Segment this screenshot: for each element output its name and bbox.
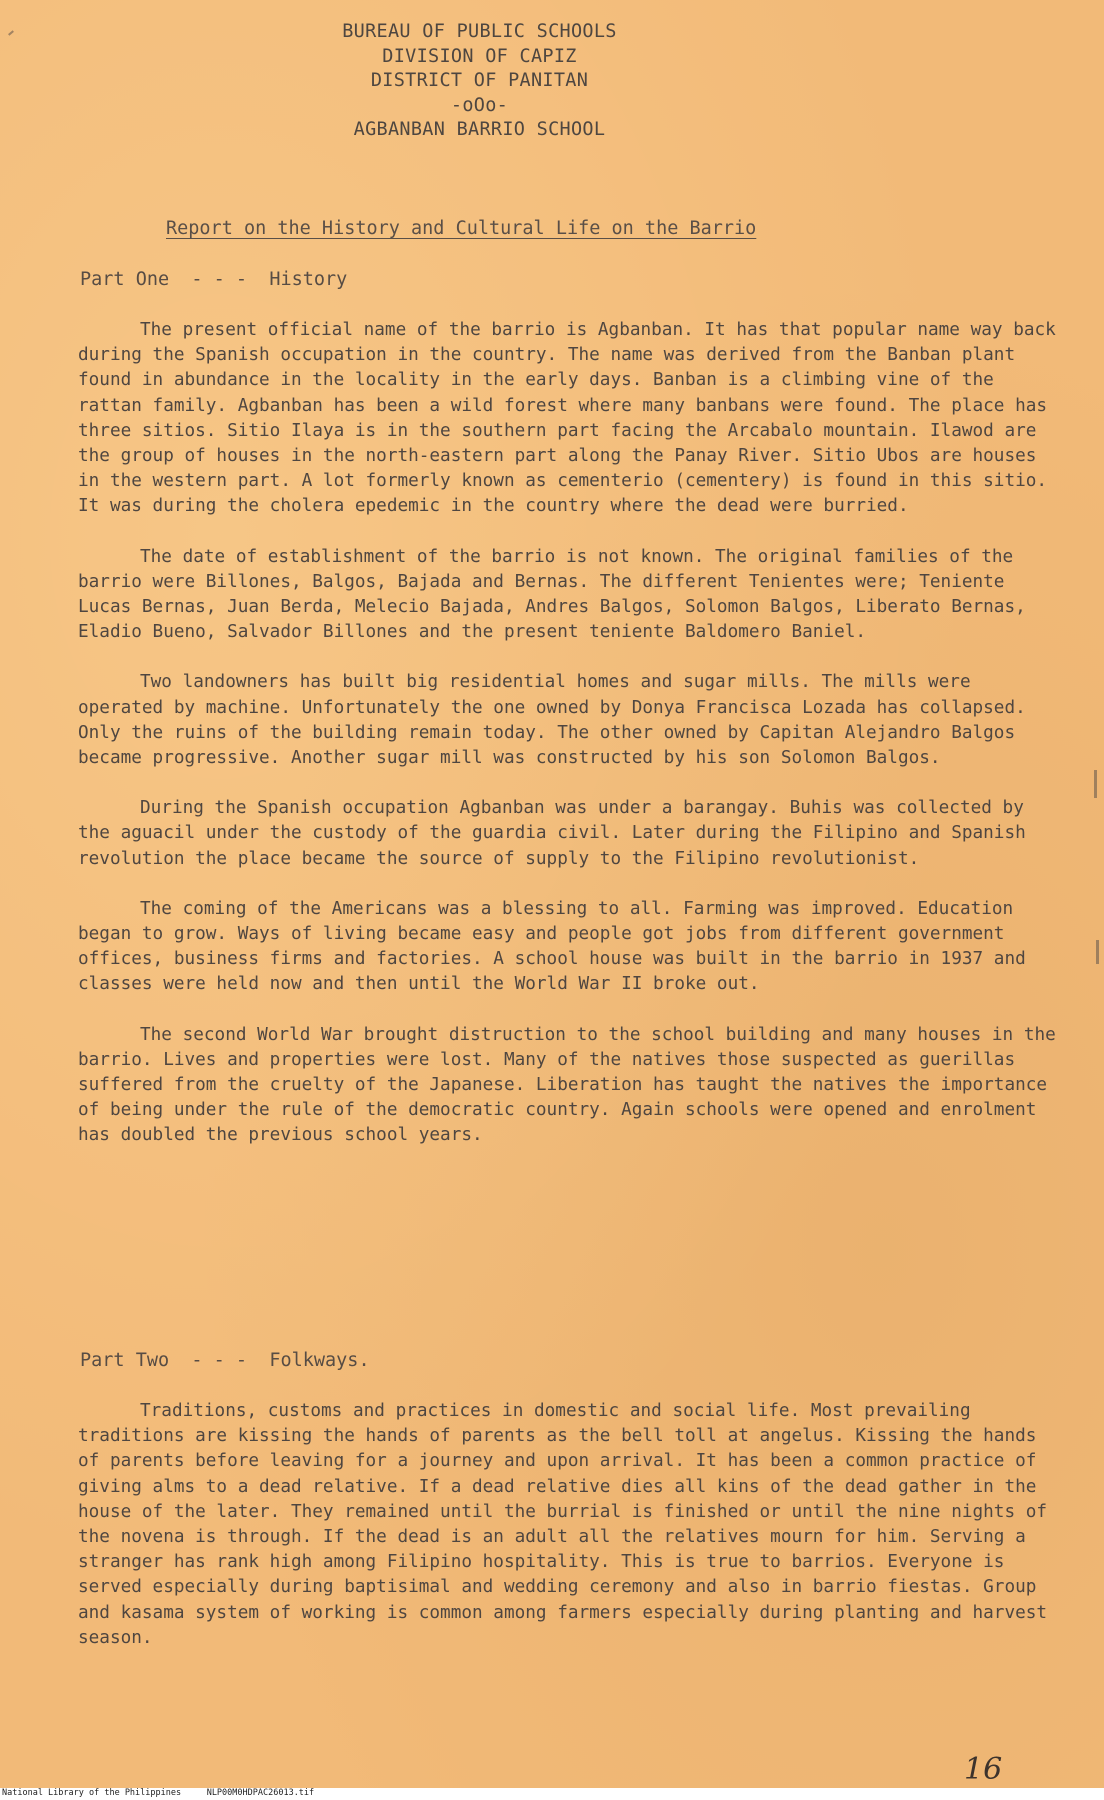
district-line: DISTRICT OF PANITAN	[370, 70, 589, 91]
history-paragraph-4: During the Spanish occupation Agbanban was under a barangay. Buhis was collected by the aguacil under the custody of the guardia civil. Later during the Filipino and Spanish revolution the place became the source of supply to the Filipino revolutionist.	[78, 798, 1026, 869]
part-two-heading: Part Two - - - Folkways.	[80, 1350, 370, 1371]
ornament-line: -oOo-	[450, 94, 509, 116]
history-paragraph-2: The date of establishment of the barrio is not known. The original families of the barrio were Billones, Balgos, Bajada and Bernas. The different Tenientes were; Teniente Lucas Bernas, Juan Berda, Melecio Bajada, Andres Balgos, Solomon Balgos, Liberato Bernas, Eladio Bueno, Salvador Billones and the present teniente Baldomero Baniel.	[78, 546, 1026, 643]
part-two-body	[78, 1399, 1058, 1651]
history-paragraph-3: Two landowners has built big residential homes and sugar mills. The mills were operated by machine. Unfortunately the one owned by Donya Francisca Lozada has collapsed. Only the ruins of the building remain today. The other owned by Capitan Alejandro Balgos became progressive. Another sugar mill was constructed by his son Solomon Balgos.	[78, 672, 1026, 769]
folkways-paragraph-1: Traditions, customs and practices in domestic and social life. Most prevailing traditions are kissing the hands of parents as the bell toll at angelus. Kissing the hands of parents before leaving for a journey and upon arrival. It has been a common practice of giving alms to a dead relative. If a dead relative dies all kins of the dead gather in the house of the later. They remained until the burrial is finished or until the nine nights of the novena is through. If the dead is an adult all the relatives mourn for him. Serving a stranger has rank high among Filipino hospitality. This is true to barrios. Everyone is served especially during baptisimal and wedding ceremony and also in barrio fiestas. Group and kasama system of working is common among farmers especially during planting and harvest season.	[78, 1401, 1048, 1648]
history-paragraph-5: The coming of the Americans was a blessing to all. Farming was improved. Education began to grow. Ways of living became easy and people got jobs from different government offices, business firms and factories. A school house was built in the barrio in 1937 and classes were held now and then until the World War II broke out.	[78, 898, 1026, 995]
history-paragraph-6: The second World War brought distruction to the school building and many houses in the barrio. Lives and properties were lost. Many of the natives those suspected as guerillas suffered from the cruelty of the Japanese. Liberation has taught the natives the importance of being under the rule of the democratic country. Again schools were opened and enrolment has doubled the previous school years.	[78, 1024, 1056, 1146]
history-paragraph-1: The present official name of the barrio is Agbanban. It has that popular name way back during the Spanish occupation in the country. The name was derived from the Banban plant found in abundance in the locality in the early days. Banban is a climbing vine of the rattan family. Agbanban has been a wild forest where many banbans were found. The place has three sitios. Sitio Ilaya is in the southern part facing the Arcabalo mountain. Ilawod are the group of houses in the north-eastern part along the Panay River. Sitio Ubos are houses in the western part. A lot formerly known as cementerio (cementery) is found in this sitio. It was during the cholera epedemic in the country where the dead were burried.	[78, 320, 1056, 517]
scan-source-caption: National Library of the Philippines NLP00M0HDPAC26013.tif	[2, 1788, 315, 1798]
report-title: Report on the History and Cultural Life on the Barrio	[166, 218, 757, 239]
school-line: AGBANBAN BARRIO SCHOOL	[353, 119, 606, 140]
letterhead	[0, 20, 1104, 143]
margin-mark	[1096, 940, 1099, 964]
page-number: 16	[964, 1752, 1003, 1787]
part-one-heading: Part One - - - History	[80, 269, 348, 290]
margin-mark	[1094, 770, 1097, 798]
division-line: DIVISION OF CAPIZ	[382, 45, 577, 67]
part-one-body	[78, 318, 1058, 1149]
bureau-line: BUREAU OF PUBLIC SCHOOLS	[342, 21, 617, 42]
